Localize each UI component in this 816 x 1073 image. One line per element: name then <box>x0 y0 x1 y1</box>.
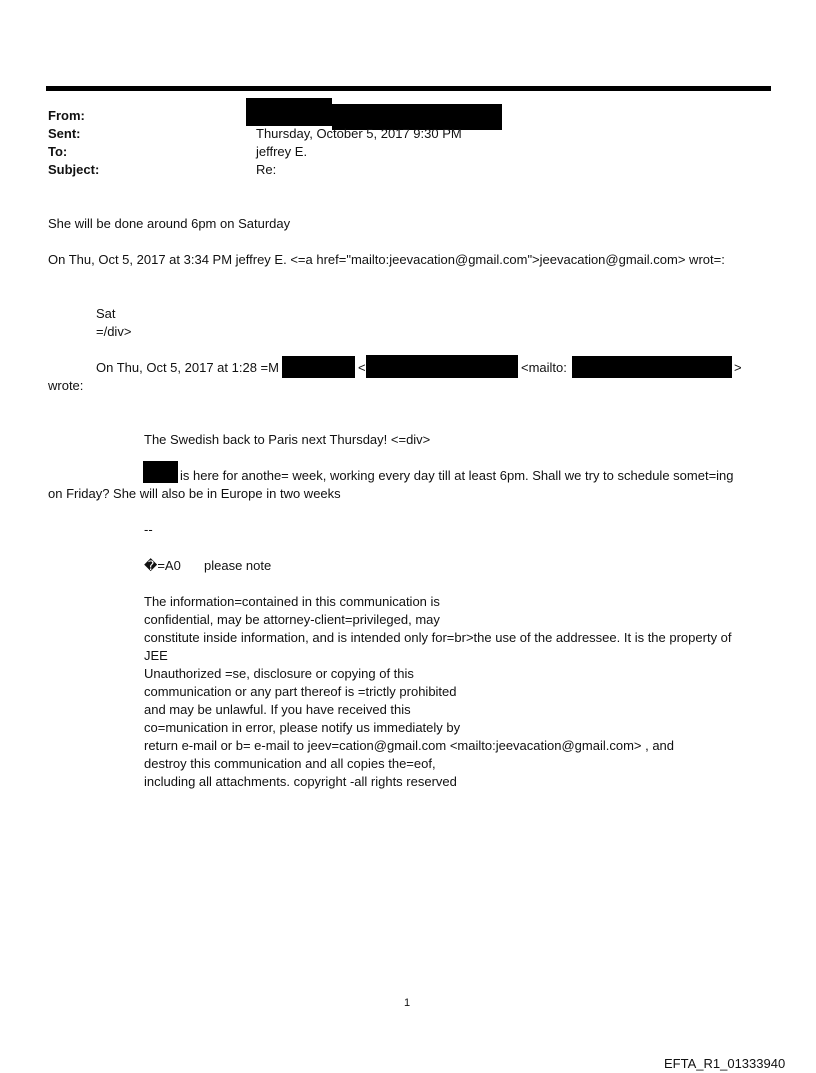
to-label: To: <box>48 144 68 159</box>
redaction-box <box>572 356 732 378</box>
disclaimer-line: including all attachments. copyright -all rights reserved <box>144 774 457 789</box>
redaction-box <box>366 355 518 378</box>
please-note: please note <box>204 558 272 573</box>
header-rule <box>46 86 771 91</box>
signature-separator: -- <box>144 522 153 537</box>
sent-label: Sent: <box>48 126 81 141</box>
reply-line: She will be done around 6pm on Saturday <box>48 216 291 231</box>
disclaimer-line: co=munication in error, please notify us immediately by <box>144 720 461 735</box>
disclaimer-line: The information=contained in this communication is <box>144 594 440 609</box>
disclaimer-line: JEE <box>144 648 168 663</box>
disclaimer-line: and may be unlawful. If you have received this <box>144 702 411 717</box>
quote-text-sat: Sat <box>96 306 116 321</box>
sent-value: Thursday, October 5, 2017 9:30 PM <box>256 126 462 141</box>
disclaimer-line: communication or any part thereof is =trictly prohibited <box>144 684 457 699</box>
disclaimer-line: Unauthorized =se, disclosure or copying of this <box>144 666 414 681</box>
quote-text-here: is here for anothe= week, working every day till at least 6pm. Shall we try to schedule somet=ing <box>180 468 734 483</box>
to-value: jeffrey E. <box>256 144 308 159</box>
document-id: EFTA_R1_01333940 <box>664 1056 786 1071</box>
quote-header-2-lt: < <box>358 360 366 375</box>
quote-header-2: On Thu, Oct 5, 2017 at 1:28 =M <box>96 360 279 375</box>
redaction-box <box>282 356 355 378</box>
redaction-box <box>143 461 178 483</box>
encoded-char: �=A0 <box>144 558 181 573</box>
disclaimer-line: destroy this communication and all copies the=eof, <box>144 756 436 771</box>
from-label: From: <box>48 108 85 123</box>
quote-text-div: =/div> <box>96 324 132 339</box>
quote-text-swedish: The Swedish back to Paris next Thursday! <=div> <box>144 432 431 447</box>
subject-label: Subject: <box>48 162 100 177</box>
page-number: 1 <box>404 997 411 1009</box>
quote-header-1: On Thu, Oct 5, 2017 at 3:34 PM jeffrey E. <=a href="mailto:jeevacation@gmail.com">jeevacation@gmail.com> wrot=: <box>48 252 725 267</box>
quote-header-2-mailto: <mailto: <box>521 360 567 375</box>
quote-header-2-wrote: wrote: <box>48 378 84 393</box>
quote-text-friday: on Friday? She will also be in Europe in two weeks <box>48 486 341 501</box>
disclaimer <box>144 593 732 791</box>
disclaimer-line: return e-mail or b= e-mail to jeev=cation@gmail.com <mailto:jeevacation@gmail.com> , and <box>144 738 675 753</box>
quote-header-2-gt: > <box>734 360 742 375</box>
disclaimer-line: constitute inside information, and is intended only for=br>the use of the addressee. It is the property of <box>144 630 732 645</box>
disclaimer-line: confidential, may be attorney-client=privileged, may <box>144 612 440 627</box>
subject-value: Re: <box>256 162 277 177</box>
redaction-box <box>246 98 332 126</box>
